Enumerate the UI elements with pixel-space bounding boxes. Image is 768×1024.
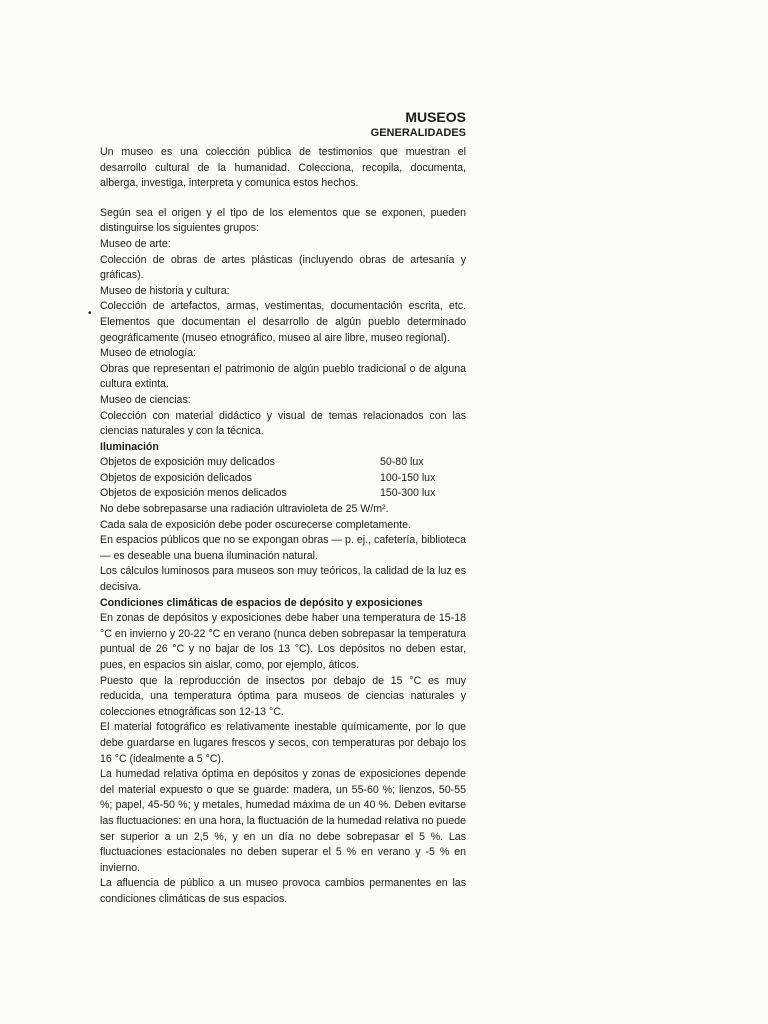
climate-paragraph: La humedad relativa óptima en depósitos y zonas de exposiciones depende del material expuesto o que se guarde: madera, un 55-60 %; lienzos, 50-55 %; papel, 45-50 %; y metales, humedad máxima de un 40 %. Deben evitarse las fluctuaciones: en una hora, la fluctuación de la humedad relativa no puede ser superior a un 2,5 %, y en un día no debe sobrepasar el 5 %. Las fluctuaciones estacionales no deben superar el 5 % en verano y -5 % en invierno. bbox=[100, 768, 466, 874]
group-text-science: Colección con material didáctico y visual de temas relacionados con las ciencias naturales y con la técnica. bbox=[100, 409, 466, 438]
illumination-heading: Iluminación bbox=[100, 440, 159, 453]
group-title-science: Museo de ciencias: bbox=[100, 393, 191, 406]
group-title-ethnology: Museo de etnología: bbox=[100, 347, 197, 360]
climate-paragraph: El material fotográfico es relativamente inestable químicamente, por lo que debe guardarse en lugares frescos y secos, con temperaturas por debajo los 16 °C (idealmente a 5 °C). bbox=[100, 721, 466, 765]
lux-value: 150-300 lux bbox=[380, 487, 436, 500]
illumination-paragraph: Los cálculos luminosos para museos son muy teóricos, la calidad de la luz es decisiva. bbox=[100, 565, 466, 594]
climate-paragraph: Puesto que la reproducción de insectos por debajo de 15 °C es muy reducida, una temperatura óptima para museos de ciencias naturales y colecciones etnográficas son 12-13 °C. bbox=[100, 674, 466, 718]
illumination-paragraph: No debe sobrepasarse una radiación ultravioleta de 25 W/m². bbox=[100, 503, 389, 516]
page-title: MUSEOS bbox=[405, 109, 466, 125]
lux-row bbox=[100, 455, 466, 471]
margin-mark: • bbox=[88, 308, 92, 319]
lux-value: 50-80 lux bbox=[380, 456, 424, 469]
groups-intro: Según sea el origen y el tipo de los elementos que se exponen, pueden distinguirse los siguientes grupos: bbox=[100, 206, 466, 235]
lux-value: 100-150 lux bbox=[380, 471, 436, 484]
lux-row bbox=[100, 471, 466, 487]
lux-row bbox=[100, 486, 466, 502]
group-text-history: Colección de artefactos, armas, vestimentas, documentación escrita, etc. Elementos que documentan el desarrollo de algún pueblo determinado geográficamente (museo etnográfico, museo al aire libre, museo regional). bbox=[100, 300, 466, 344]
illumination-paragraph: Cada sala de exposición debe poder oscurecerse completamente. bbox=[100, 518, 411, 531]
group-title-art: Museo de arte: bbox=[100, 237, 171, 250]
illumination-paragraph: En espacios públicos que no se expongan obras — p. ej., cafetería, biblioteca— es deseable una buena iluminación natural. bbox=[100, 534, 466, 562]
page-subtitle: GENERALIDADES bbox=[370, 127, 466, 139]
group-text-ethnology: Obras que representan el patrimonio de algún pueblo tradicional o de alguna cultura extinta. bbox=[100, 362, 466, 391]
climate-paragraph: En zonas de depósitos y exposiciones debe haber una temperatura de 15-18 °C en invierno y 20-22 °C en verano (nunca deben sobrepasar la temperatura puntual de 26 °C y no bajar de los 13 °C). Los depósitos no deben estar, pues, en espacios sin aislar, como, por ejemplo, áticos. bbox=[100, 612, 466, 671]
intro-paragraph: Un museo es una colección pública de testimonios que muestran el desarrollo cultural de la humanidad. Colecciona, recopila, documenta, alberga, investiga, interpreta y comunica estos hechos. bbox=[100, 146, 466, 190]
lux-label: Objetos de exposición muy delicados bbox=[100, 456, 275, 469]
group-text-art: Colección de obras de artes plásticas (incluyendo obras de artesanía y gráficas). bbox=[100, 253, 466, 282]
lux-label: Objetos de exposición delicados bbox=[100, 471, 252, 484]
lux-label: Objetos de exposición menos delicados bbox=[100, 487, 287, 500]
climate-heading: Condiciones climáticas de espacios de depósito y exposiciones bbox=[100, 596, 423, 609]
climate-paragraph: La afluencia de público a un museo provoca cambios permanentes en las condiciones climáticas de sus espacios. bbox=[100, 877, 466, 905]
document-page bbox=[100, 108, 466, 908]
group-title-history: Museo de historia y cultura: bbox=[100, 284, 230, 297]
